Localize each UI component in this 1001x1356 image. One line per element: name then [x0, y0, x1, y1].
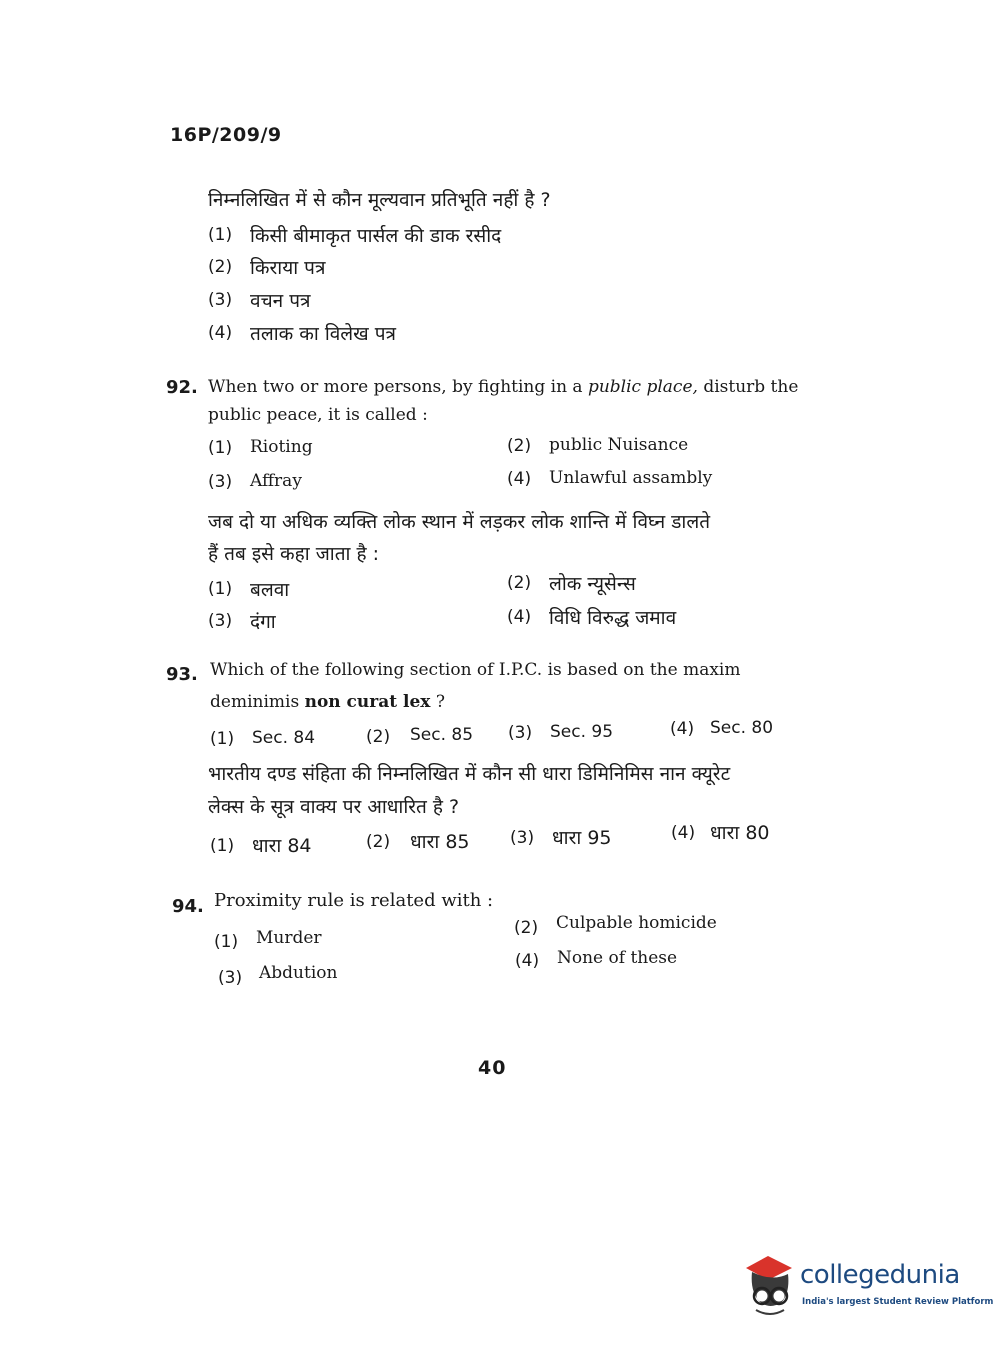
q94-option-3-text: Abdution	[259, 963, 338, 983]
q91-option-1-num: (1)	[208, 225, 233, 245]
q91-option-2-text: किराया पत्र	[250, 257, 326, 279]
q93-hindi-line1: भारतीय दण्ड संहिता की निम्नलिखित में कौन सी धारा डिमिनिमिस नान क्यूरेट	[208, 763, 731, 785]
q92-option-2-text: public Nuisance	[549, 435, 689, 455]
q93-option-3-num: (3)	[508, 723, 533, 743]
paper-code: 16P/209/9	[170, 124, 282, 146]
brand-name: collegedunia	[800, 1260, 960, 1290]
q92-question-line1	[208, 377, 798, 397]
q92-hindi-line2: हैं तब इसे कहा जाता है :	[208, 543, 380, 565]
q94-option-2-num: (2)	[514, 918, 539, 938]
q93-option-1-text: Sec. 84	[252, 728, 316, 748]
q93-line2-b: non curat lex	[304, 692, 431, 712]
q91-option-4-text: तलाक का विलेख पत्र	[250, 323, 397, 345]
q93-option-4-text: Sec. 80	[710, 718, 774, 738]
q92-option-2-num: (2)	[507, 436, 532, 456]
q93-question-line2	[210, 692, 445, 712]
q93-hindi-option-4-num: (4)	[671, 823, 696, 843]
q93-option-4-num: (4)	[670, 719, 695, 739]
q92-hindi-option-4-text: विधि विरुद्ध जमाव	[549, 607, 677, 629]
q92-option-3-num: (3)	[208, 472, 233, 492]
page-number: 40	[478, 1057, 507, 1079]
q91-option-2-num: (2)	[208, 257, 233, 277]
q94-option-1-text: Murder	[256, 928, 322, 948]
q92-option-4-text: Unlawful assambly	[549, 468, 713, 488]
q94-option-3-num: (3)	[218, 968, 243, 988]
q91-option-1-text: किसी बीमाकृत पार्सल की डाक रसीद	[250, 225, 502, 247]
q92-line1-c: disturb the	[697, 377, 799, 397]
q92-hindi-line1: जब दो या अधिक व्यक्ति लोक स्थान में लड़कर लोक शान्ति में विघ्न डालते	[208, 511, 711, 533]
q94-option-2-text: Culpable homicide	[556, 913, 717, 933]
q92-line1-a: When two or more persons, by fighting in a	[208, 377, 588, 397]
q94-option-1-num: (1)	[214, 932, 239, 952]
q92-hindi-option-1-text: बलवा	[250, 579, 290, 601]
q91-option-4-num: (4)	[208, 323, 233, 343]
q93-hindi-option-1-num: (1)	[210, 836, 235, 856]
q93-line2-c: ?	[430, 692, 445, 712]
q93-hindi-option-3-text: धारा 95	[552, 827, 612, 849]
q93-hindi-option-2-text: धारा 85	[410, 831, 470, 853]
q93-question-line1: Which of the following section of I.P.C. is based on the maxim	[210, 660, 741, 680]
q93-hindi-line2: लेक्स के सूत्र वाक्य पर आधारित है ?	[208, 796, 460, 818]
q93-number: 93.	[166, 664, 198, 685]
q93-hindi-option-3-num: (3)	[510, 828, 535, 848]
q92-option-1-text: Rioting	[250, 437, 313, 457]
q91-option-3-num: (3)	[208, 290, 233, 310]
q92-hindi-option-4-num: (4)	[507, 607, 532, 627]
q92-option-1-num: (1)	[208, 438, 233, 458]
q92-number: 92.	[166, 377, 198, 398]
q94-number: 94.	[172, 896, 204, 917]
q94-option-4-num: (4)	[515, 951, 540, 971]
q94-question: Proximity rule is related with :	[214, 890, 494, 911]
q92-option-4-num: (4)	[507, 469, 532, 489]
q91-option-3-text: वचन पत्र	[250, 290, 311, 312]
q93-hindi-option-1-text: धारा 84	[252, 835, 312, 857]
q93-option-1-num: (1)	[210, 729, 235, 749]
q92-option-3-text: Affray	[250, 471, 302, 491]
q92-hindi-option-2-text: लोक न्यूसेन्स	[549, 573, 636, 595]
q92-line1-b: public place,	[587, 377, 698, 397]
q93-option-2-num: (2)	[366, 727, 391, 747]
q93-option-3-text: Sec. 95	[550, 722, 614, 742]
q93-hindi-option-2-num: (2)	[366, 832, 391, 852]
q92-hindi-option-3-num: (3)	[208, 611, 233, 631]
q92-hindi-option-2-num: (2)	[507, 573, 532, 593]
brand-tagline: India's largest Student Review Platform	[802, 1297, 994, 1307]
q93-hindi-option-4-text: धारा 80	[710, 822, 770, 844]
q92-hindi-option-3-text: दंगा	[250, 611, 276, 633]
q94-option-4-text: None of these	[557, 948, 678, 968]
q91-hindi-question: निम्नलिखित में से कौन मूल्यवान प्रतिभूति नहीं है ?	[208, 189, 551, 211]
collegedunia-mascot-icon	[742, 1252, 800, 1318]
q93-option-2-text: Sec. 85	[410, 725, 474, 745]
q92-question-line2: public peace, it is called :	[208, 405, 428, 425]
q93-line2-a: deminimis	[210, 692, 305, 712]
q92-hindi-option-1-num: (1)	[208, 579, 233, 599]
